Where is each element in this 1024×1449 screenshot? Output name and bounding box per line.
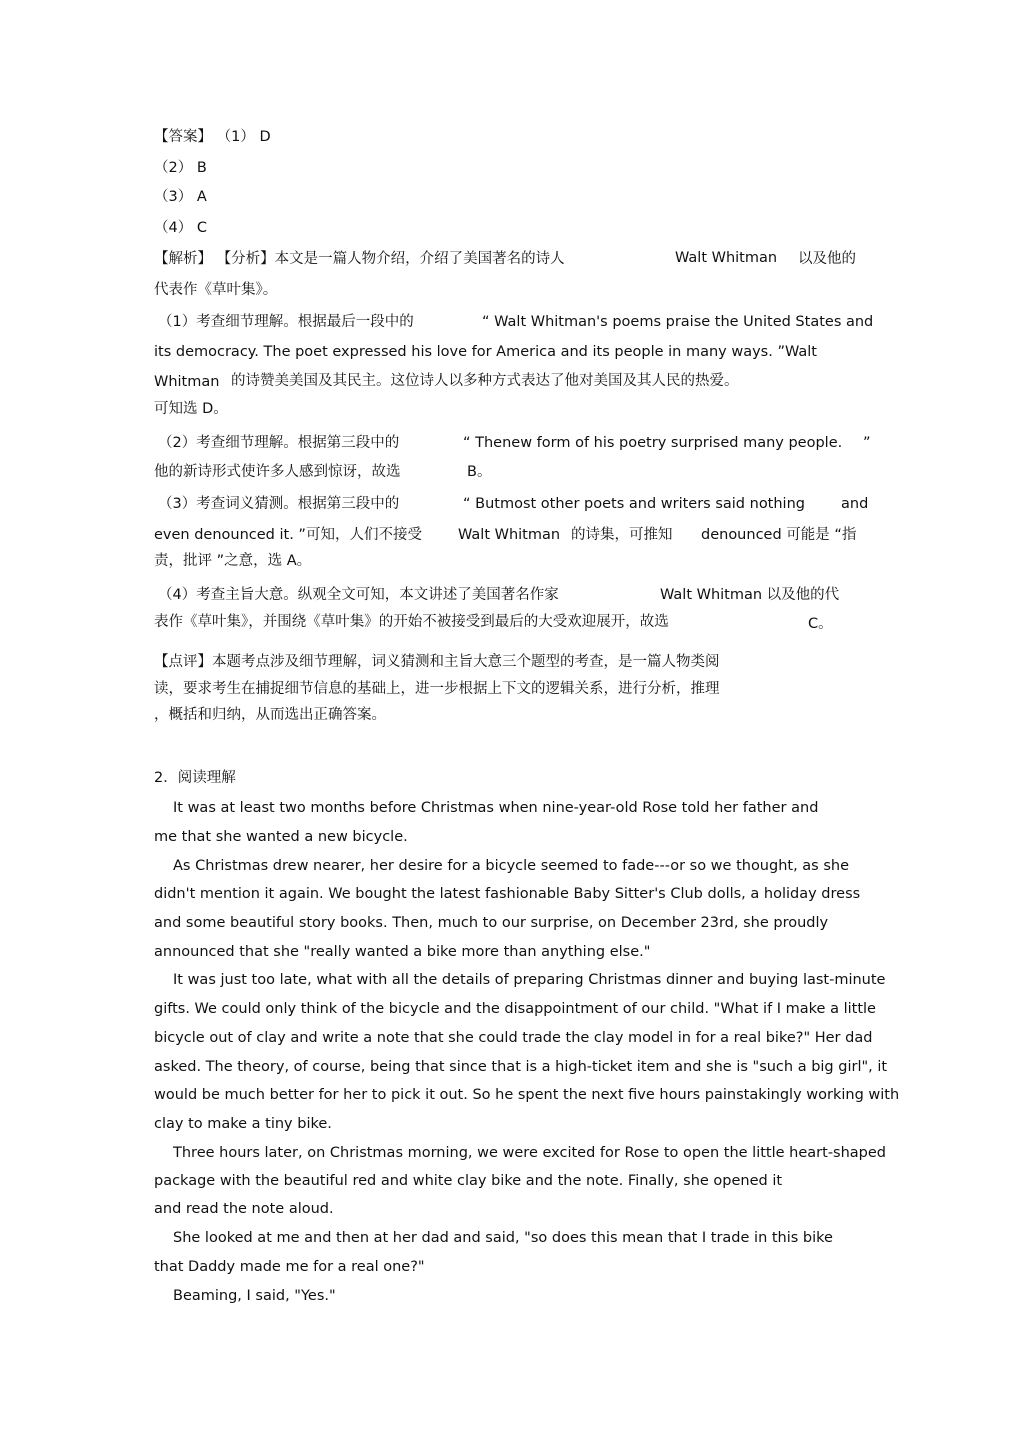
answer-line-2: （2） B [154, 160, 207, 176]
q3-line-1c: and [841, 496, 869, 512]
q4-line-2b: C。 [808, 616, 833, 632]
passage-line: Three hours later, on Christmas morning, we were excited for Rose to open the little heart-shaped [173, 1145, 887, 1161]
q2-line-1b: “ Thenew form of his poetry surprised many people. [463, 435, 843, 451]
answer-line-3: （3） A [154, 189, 207, 205]
q4-line-1a: （4）考查主旨大意。纵观全文可知，本文讲述了美国著名作家 [158, 587, 559, 603]
q1-line-3a: Whitman [154, 374, 220, 390]
q3-line-2b: Walt Whitman [458, 527, 561, 543]
section-title: 2．阅读理解 [154, 770, 236, 786]
passage-line: Beaming, I said, "Yes." [173, 1288, 336, 1304]
comment-line-1: 【点评】本题考点涉及细节理解，词义猜测和主旨大意三个题型的考查，是一篇人物类阅 [154, 654, 720, 670]
comment-line-2: 读，要求考生在捕捉细节信息的基础上，进一步根据上下文的逻辑关系，进行分析，推理 [154, 681, 720, 697]
passage-line: me that she wanted a new bicycle. [154, 829, 408, 845]
q3-line-3: 责，批评 ”之意，选 A。 [154, 553, 312, 569]
q1-line-4: 可知选 D。 [154, 401, 228, 417]
passage-line: would be much better for her to pick it out. So he spent the next five hours painstakingly working with [154, 1087, 900, 1103]
passage-line: that Daddy made me for a real one?" [154, 1259, 425, 1275]
q2-line-1c: ” [863, 435, 871, 451]
q1-line-1b: “ Walt Whitman's poems praise the United States and [482, 314, 874, 330]
analysis-poet-name: Walt Whitman [675, 250, 778, 266]
passage-line: and read the note aloud. [154, 1201, 334, 1217]
passage-line: It was just too late, what with all the details of preparing Christmas dinner and buying last-minute [173, 972, 886, 988]
comment-line-3: ，概括和归纳，从而选出正确答案。 [154, 707, 386, 723]
passage-line: announced that she "really wanted a bike more than anything else." [154, 944, 651, 960]
passage-line: package with the beautiful red and white clay bike and the note. Finally, she opened it [154, 1173, 783, 1189]
q3-line-2c: 的诗集，可推知 [571, 527, 673, 543]
q4-line-2a: 表作《草叶集》，并围绕《草叶集》的开始不被接受到最后的大受欢迎展开，故选 [154, 614, 669, 630]
passage-line: bicycle out of clay and write a note that she could trade the clay model in for a real bike?" Her dad [154, 1030, 873, 1046]
answer-line-4: （4） C [154, 220, 207, 236]
passage-line: and some beautiful story books. Then, much to our surprise, on December 23rd, she proudly [154, 915, 829, 931]
passage-line: didn't mention it again. We bought the latest fashionable Baby Sitter's Club dolls, a holiday dress [154, 886, 861, 902]
q3-line-1b: “ Butmost other poets and writers said nothing [463, 496, 805, 512]
answer-line-1: 【答案】 （1） D [154, 129, 271, 145]
passage-line: As Christmas drew nearer, her desire for a bicycle seemed to fade---or so we thought, as she [173, 858, 850, 874]
q2-line-2b: B。 [467, 464, 492, 480]
passage-line: gifts. We could only think of the bicycle and the disappointment of our child. "What if I make a little [154, 1001, 876, 1017]
q4-line-1b: Walt Whitman 以及他的代 [660, 587, 840, 603]
analysis-heading-tail: 以及他的 [798, 251, 856, 267]
passage-line: asked. The theory, of course, being that since that is a high-ticket item and she is "such a big girl", it [154, 1059, 888, 1075]
passage-line: It was at least two months before Christmas when nine-year-old Rose told her father and [173, 800, 819, 816]
q1-line-3b: 的诗赞美美国及其民主。这位诗人以多种方式表达了他对美国及其人民的热爱。 [231, 373, 739, 389]
q2-line-1a: （2）考查细节理解。根据第三段中的 [158, 435, 400, 451]
q3-line-1a: （3）考查词义猜测。根据第三段中的 [158, 496, 400, 512]
passage-line: clay to make a tiny bike. [154, 1116, 332, 1132]
passage-line: She looked at me and then at her dad and said, "so does this mean that I trade in this bike [173, 1230, 833, 1246]
q3-line-2a: even denounced it. ”可知，人们不接受 [154, 527, 422, 543]
analysis-heading: 【解析】 【分析】本文是一篇人物介绍，介绍了美国著名的诗人 [154, 251, 565, 267]
q1-line-2: its democracy. The poet expressed his love for America and its people in many ways. ”Walt [154, 344, 817, 360]
q1-line-1a: （1）考查细节理解。根据最后一段中的 [158, 314, 414, 330]
analysis-line-2: 代表作《草叶集》。 [154, 282, 278, 298]
q2-line-2a: 他的新诗形式使许多人感到惊讶，故选 [154, 464, 401, 480]
q3-line-2d: denounced 可能是 “指 [701, 527, 857, 543]
